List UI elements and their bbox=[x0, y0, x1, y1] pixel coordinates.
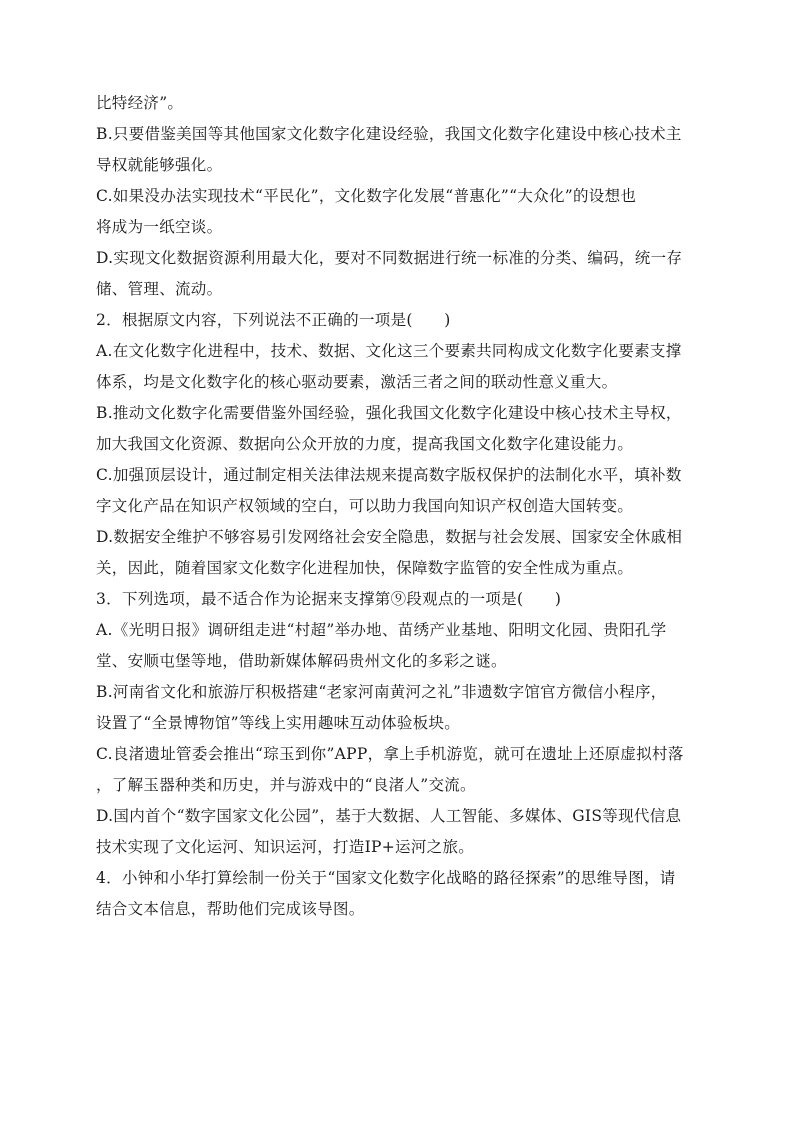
text-line: ，了解玉器种类和历史，并与游戏中的“良渚人”交流。 bbox=[96, 776, 476, 794]
option-c-q1: C.如果没办法实现技术“平民化”，文化数字化发展“普惠化”“大众化”的设想也 bbox=[96, 187, 637, 205]
text-line: 结合文本信息，帮助他们完成该导图。 bbox=[96, 900, 365, 918]
text-line: 将成为一纸空谈。 bbox=[96, 218, 223, 236]
option-c-q3: C.良渚遗址管委会推出“琮玉到你”APP，拿上手机游览，就可在遗址上还原虚拟村落 bbox=[96, 745, 684, 763]
option-b-q2: B.推动文化数字化需要借鉴外国经验，强化我国文化数字化建设中核心技术主导权， bbox=[96, 404, 682, 422]
question-2: 2．根据原文内容，下列说法不正确的一项是( ) bbox=[96, 311, 451, 329]
text-line: 加大我国文化资源、数据向公众开放的力度，提高我国文化数字化建设能力。 bbox=[96, 435, 634, 453]
text-line: 字文化产品在知识产权领域的空白，可以助力我国向知识产权创造大国转变。 bbox=[96, 497, 634, 515]
text-line: 设置了“全景博物馆”等线上实用趣味互动体验板块。 bbox=[96, 714, 461, 732]
text-line: 导权就能够强化。 bbox=[96, 156, 223, 174]
text-line: 关，因此，随着国家文化数字化进程加快，保障数字监管的安全性成为重点。 bbox=[96, 559, 634, 577]
text-line: 体系，均是文化数字化的核心驱动要素，激活三者之间的联动性意义重大。 bbox=[96, 373, 618, 391]
text-line: 比特经济”。 bbox=[96, 94, 184, 112]
option-b-q1: B.只要借鉴美国等其他国家文化数字化建设经验，我国文化数字化建设中核心技术主 bbox=[96, 125, 682, 143]
option-c-q2: C.加强顶层设计，通过制定相关法律法规来提高数字版权保护的法制化水平，填补数 bbox=[96, 466, 682, 484]
option-d-q2: D.数据安全维护不够容易引发网络社会安全隐患，数据与社会发展、国家安全休戚相 bbox=[96, 528, 683, 546]
text-line: 储、管理、流动。 bbox=[96, 280, 223, 298]
question-4: 4．小钟和小华打算绘制一份关于“国家文化数字化战略的路径探索”的思维导图，请 bbox=[96, 869, 676, 887]
question-3: 3．下列选项，最不适合作为论据来支撑第⑨段观点的一项是( ) bbox=[96, 590, 562, 608]
option-a-q3: A.《光明日报》调研组走进“村超”举办地、苗绣产业基地、阳明文化园、贵阳孔学 bbox=[96, 621, 667, 639]
option-b-q3: B.河南省文化和旅游厅积极搭建“老家河南黄河之礼”非遗数字馆官方微信小程序， bbox=[96, 683, 667, 701]
option-d-q3: D.国内首个“数字国家文化公园”，基于大数据、人工智能、多媒体、GIS等现代信息 bbox=[96, 807, 682, 825]
text-line: 技术实现了文化运河、知识运河，打造IP+运河之旅。 bbox=[96, 838, 475, 856]
option-a-q2: A.在文化数字化进程中，技术、数据、文化这三个要素共同构成文化数字化要素支撑 bbox=[96, 342, 682, 360]
option-d-q1: D.实现文化数据资源利用最大化，要对不同数据进行统一标准的分类、编码，统一存 bbox=[96, 249, 683, 267]
document-body bbox=[96, 88, 702, 925]
text-line: 堂、安顺屯堡等地，借助新媒体解码贵州文化的多彩之谜。 bbox=[96, 652, 507, 670]
